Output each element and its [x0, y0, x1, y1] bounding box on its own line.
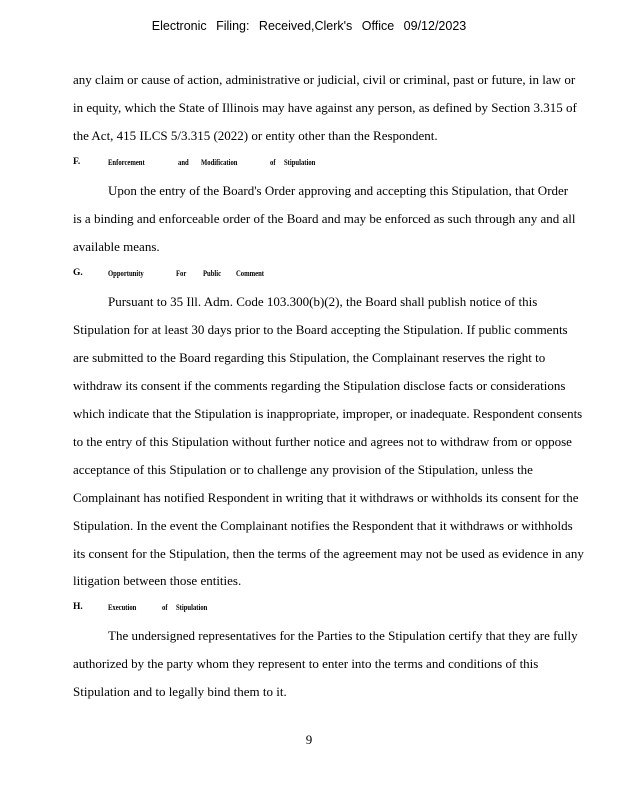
body-line: Complainant has notified Respondent in writing that it withdraws or withholds its consent for the: [73, 490, 579, 505]
body-line: available means.: [73, 239, 160, 254]
section-f-letter: F.: [73, 157, 81, 167]
section-h-heading-word: of: [162, 602, 168, 612]
body-line: to the entry of this Stipulation without further notice and agrees not to withdraw from or oppose: [73, 434, 572, 449]
body-line: litigation between those entities.: [73, 573, 242, 588]
body-line: Stipulation for at least 30 days prior to the Board accepting the Stipulation. If public comments: [73, 322, 568, 337]
section-f-heading-word: of: [270, 157, 276, 167]
section-g-letter: G.: [73, 268, 83, 278]
section-g-heading-word: Opportunity: [108, 268, 144, 278]
section-g-heading-word: Public: [203, 268, 222, 278]
body-line: any claim or cause of action, administrative or judicial, civil or criminal, past or future, in law or: [73, 72, 576, 87]
section-f-heading-word: and: [178, 157, 189, 167]
filing-stamp-header: Electronic Filing: Received,Clerk's Office 09/12/2023: [151, 19, 467, 33]
section-f-heading-word: Stipulation: [284, 157, 316, 167]
body-line: its consent for the Stipulation, then the terms of the agreement may not be used as evidence in any: [73, 546, 584, 561]
section-h-letter: H.: [73, 602, 83, 612]
body-line: Pursuant to 35 Ill. Adm. Code 103.300(b)(2), the Board shall publish notice of this: [108, 294, 538, 309]
body-line: Upon the entry of the Board's Order approving and accepting this Stipulation, that Order: [108, 183, 569, 198]
body-line: the Act, 415 ILCS 5/3.315 (2022) or entity other than the Respondent.: [73, 128, 438, 143]
page-number: 9: [305, 732, 313, 747]
body-line: The undersigned representatives for the Parties to the Stipulation certify that they are fully: [108, 628, 578, 643]
section-f-heading-word: Modification: [201, 157, 238, 167]
body-line: is a binding and enforceable order of the Board and may be enforced as such through any and all: [73, 211, 576, 226]
section-g-heading-word: Comment: [236, 268, 264, 278]
section-h-heading-word: Stipulation: [176, 602, 208, 612]
section-f-heading-word: Enforcement: [108, 157, 145, 167]
body-line: Stipulation. In the event the Complainant notifies the Respondent that it withdraws or withholds: [73, 518, 573, 533]
section-h-heading-word: Execution: [108, 602, 137, 612]
body-line: withdraw its consent if the comments regarding the Stipulation disclose facts or considerations: [73, 378, 566, 393]
section-g-heading-word: For: [176, 268, 187, 278]
body-line: authorized by the party whom they represent to enter into the terms and conditions of this: [73, 656, 539, 671]
body-line: which indicate that the Stipulation is inappropriate, improper, or inadequate. Respondent consents: [73, 406, 583, 421]
body-line: are submitted to the Board regarding this Stipulation, the Complainant reserves the right to: [73, 350, 546, 365]
body-line: in equity, which the State of Illinois may have against any person, as defined by Section 3.315 of: [73, 100, 577, 115]
body-line: acceptance of this Stipulation or to challenge any provision of the Stipulation, unless the: [73, 462, 533, 477]
body-line: Stipulation and to legally bind them to it.: [73, 684, 287, 699]
